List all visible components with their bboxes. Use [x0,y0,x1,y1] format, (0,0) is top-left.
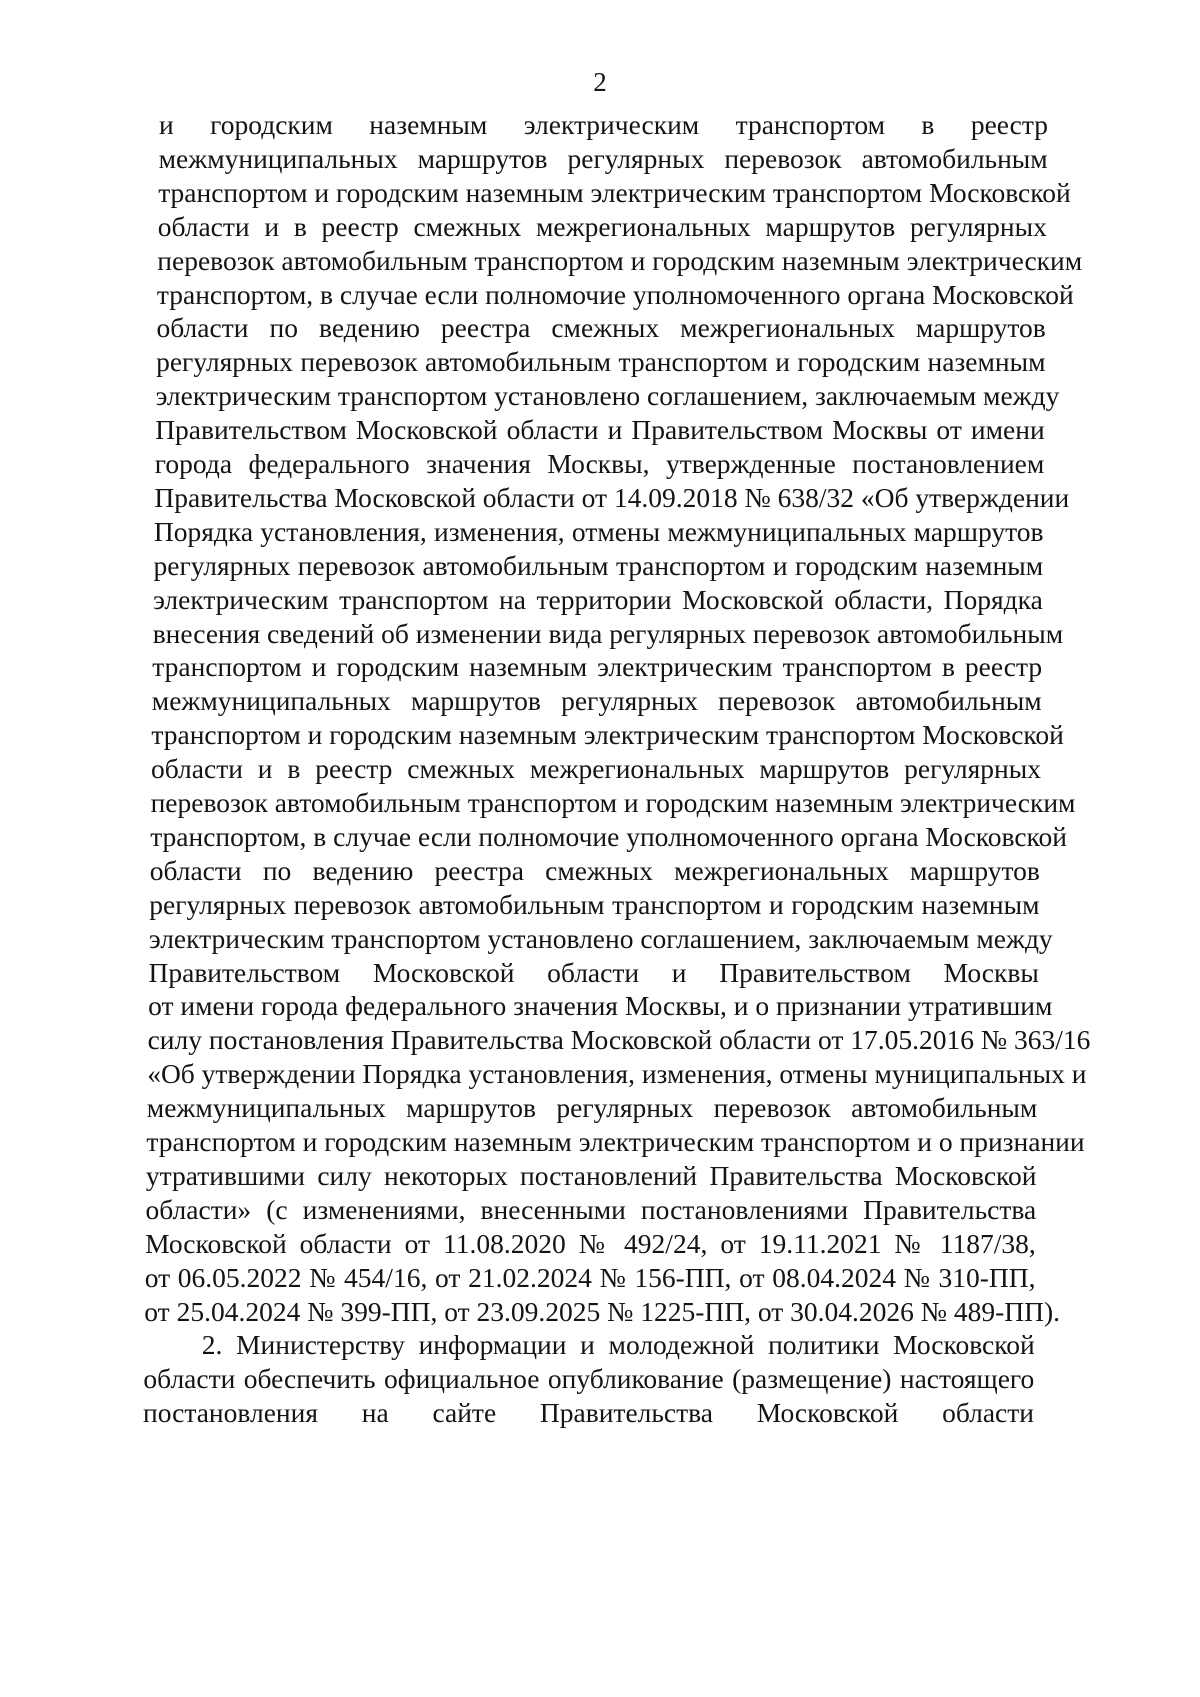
text-line: Порядка установления, изменения, отмены межмуниципальных маршрутов [153,515,1044,547]
page-number: 2 [593,67,607,97]
text-line: 2. Министерству информации и молодежной политики Московской [201,1329,1035,1361]
text-line: области по ведению реестра смежных межрегиональных маршрутов [156,312,1046,344]
text-line: межмуниципальных маршрутов регулярных перевозок автомобильным [151,685,1042,717]
text-line: области и в реестр смежных межрегиональных маршрутов регулярных [151,753,1041,785]
text-line: регулярных перевозок автомобильным транспортом и городским наземным [153,549,1044,581]
text-line: «Об утверждении Порядка установления, изменения, отмены муниципальных и [147,1058,1087,1090]
text-line: перевозок автомобильным транспортом и городским наземным электрическим [150,787,1076,818]
text-line: электрическим транспортом на территории Московской области, Порядка [153,583,1043,615]
text-line: межмуниципальных маршрутов регулярных перевозок автомобильным [146,1092,1038,1124]
text-line: от 06.05.2022 № 454/16, от 21.02.2024 № 156-ПП, от 08.04.2024 № 310-ПП, [144,1261,1036,1293]
text-line: постановления на сайте Правительства Московской области [143,1397,1034,1429]
text-line: электрическим транспортом установлено соглашением, заключаемым между [155,380,1060,412]
text-line: Правительством Московской области и Правительством Москвы [148,956,1039,988]
text-line: утратившими силу некоторых постановлений Правительства Московской [145,1159,1037,1191]
text-line: транспортом и городским наземным электрическим транспортом и о признании [146,1126,1085,1157]
text-line: транспортом, в случае если полномочие уполномоченного органа Московской [150,820,1067,852]
text-line: транспортом, в случае если полномочие уполномоченного органа Московской [156,278,1074,310]
text-line: межмуниципальных маршрутов регулярных перевозок автомобильным [158,142,1048,174]
text-line: области по ведению реестра смежных межрегиональных маршрутов [149,854,1040,886]
text-line: транспортом и городским наземным электрическим транспортом Московской [151,719,1064,751]
text-line: Правительства Московской области от 14.09.2018 № 638/32 «Об утверждении [154,481,1070,513]
text-line: города федерального значения Москвы, утвержденные постановлением [154,448,1045,479]
text-line: Правительством Московской области и Правительством Москвы от имени [155,414,1045,446]
text-line: от 25.04.2024 № 399-ПП, от 23.09.2025 № 1225-ПП, от 30.04.2026 № 489-ПП). [144,1295,1061,1327]
text-line: внесения сведений об изменении вида регулярных перевозок автомобильным [152,617,1064,649]
text-line: перевозок автомобильным транспортом и городским наземным электрическим [157,244,1083,276]
text-line: силу постановления Правительства Московской области от 17.05.2016 № 363/16 [147,1024,1091,1056]
text-line: области и в реестр смежных межрегиональных маршрутов регулярных [157,210,1047,242]
text-line: электрическим транспортом установлено соглашением, заключаемым между [148,922,1053,954]
text-line: Московской области от 11.08.2020 № 492/24, от 19.11.2021 № 1187/38, [145,1227,1036,1259]
text-line: области» (с изменениями, внесенными постановлениями Правительства [145,1193,1037,1225]
text-line: регулярных перевозок автомобильным транспортом и городским наземным [149,888,1040,920]
text-line: области обеспечить официальное опубликование (размещение) настоящего [143,1363,1035,1395]
text-line: транспортом и городским наземным электрическим транспортом Московской [158,176,1071,208]
text-line: и городским наземным электрическим транспортом в реестр [159,109,1048,140]
text-line: регулярных перевозок автомобильным транспортом и городским наземным [156,346,1046,378]
text-line: транспортом и городским наземным электрическим транспортом в реестр [152,651,1043,683]
text-line: от имени города федерального значения Москвы, и о признании утратившим [148,990,1053,1022]
